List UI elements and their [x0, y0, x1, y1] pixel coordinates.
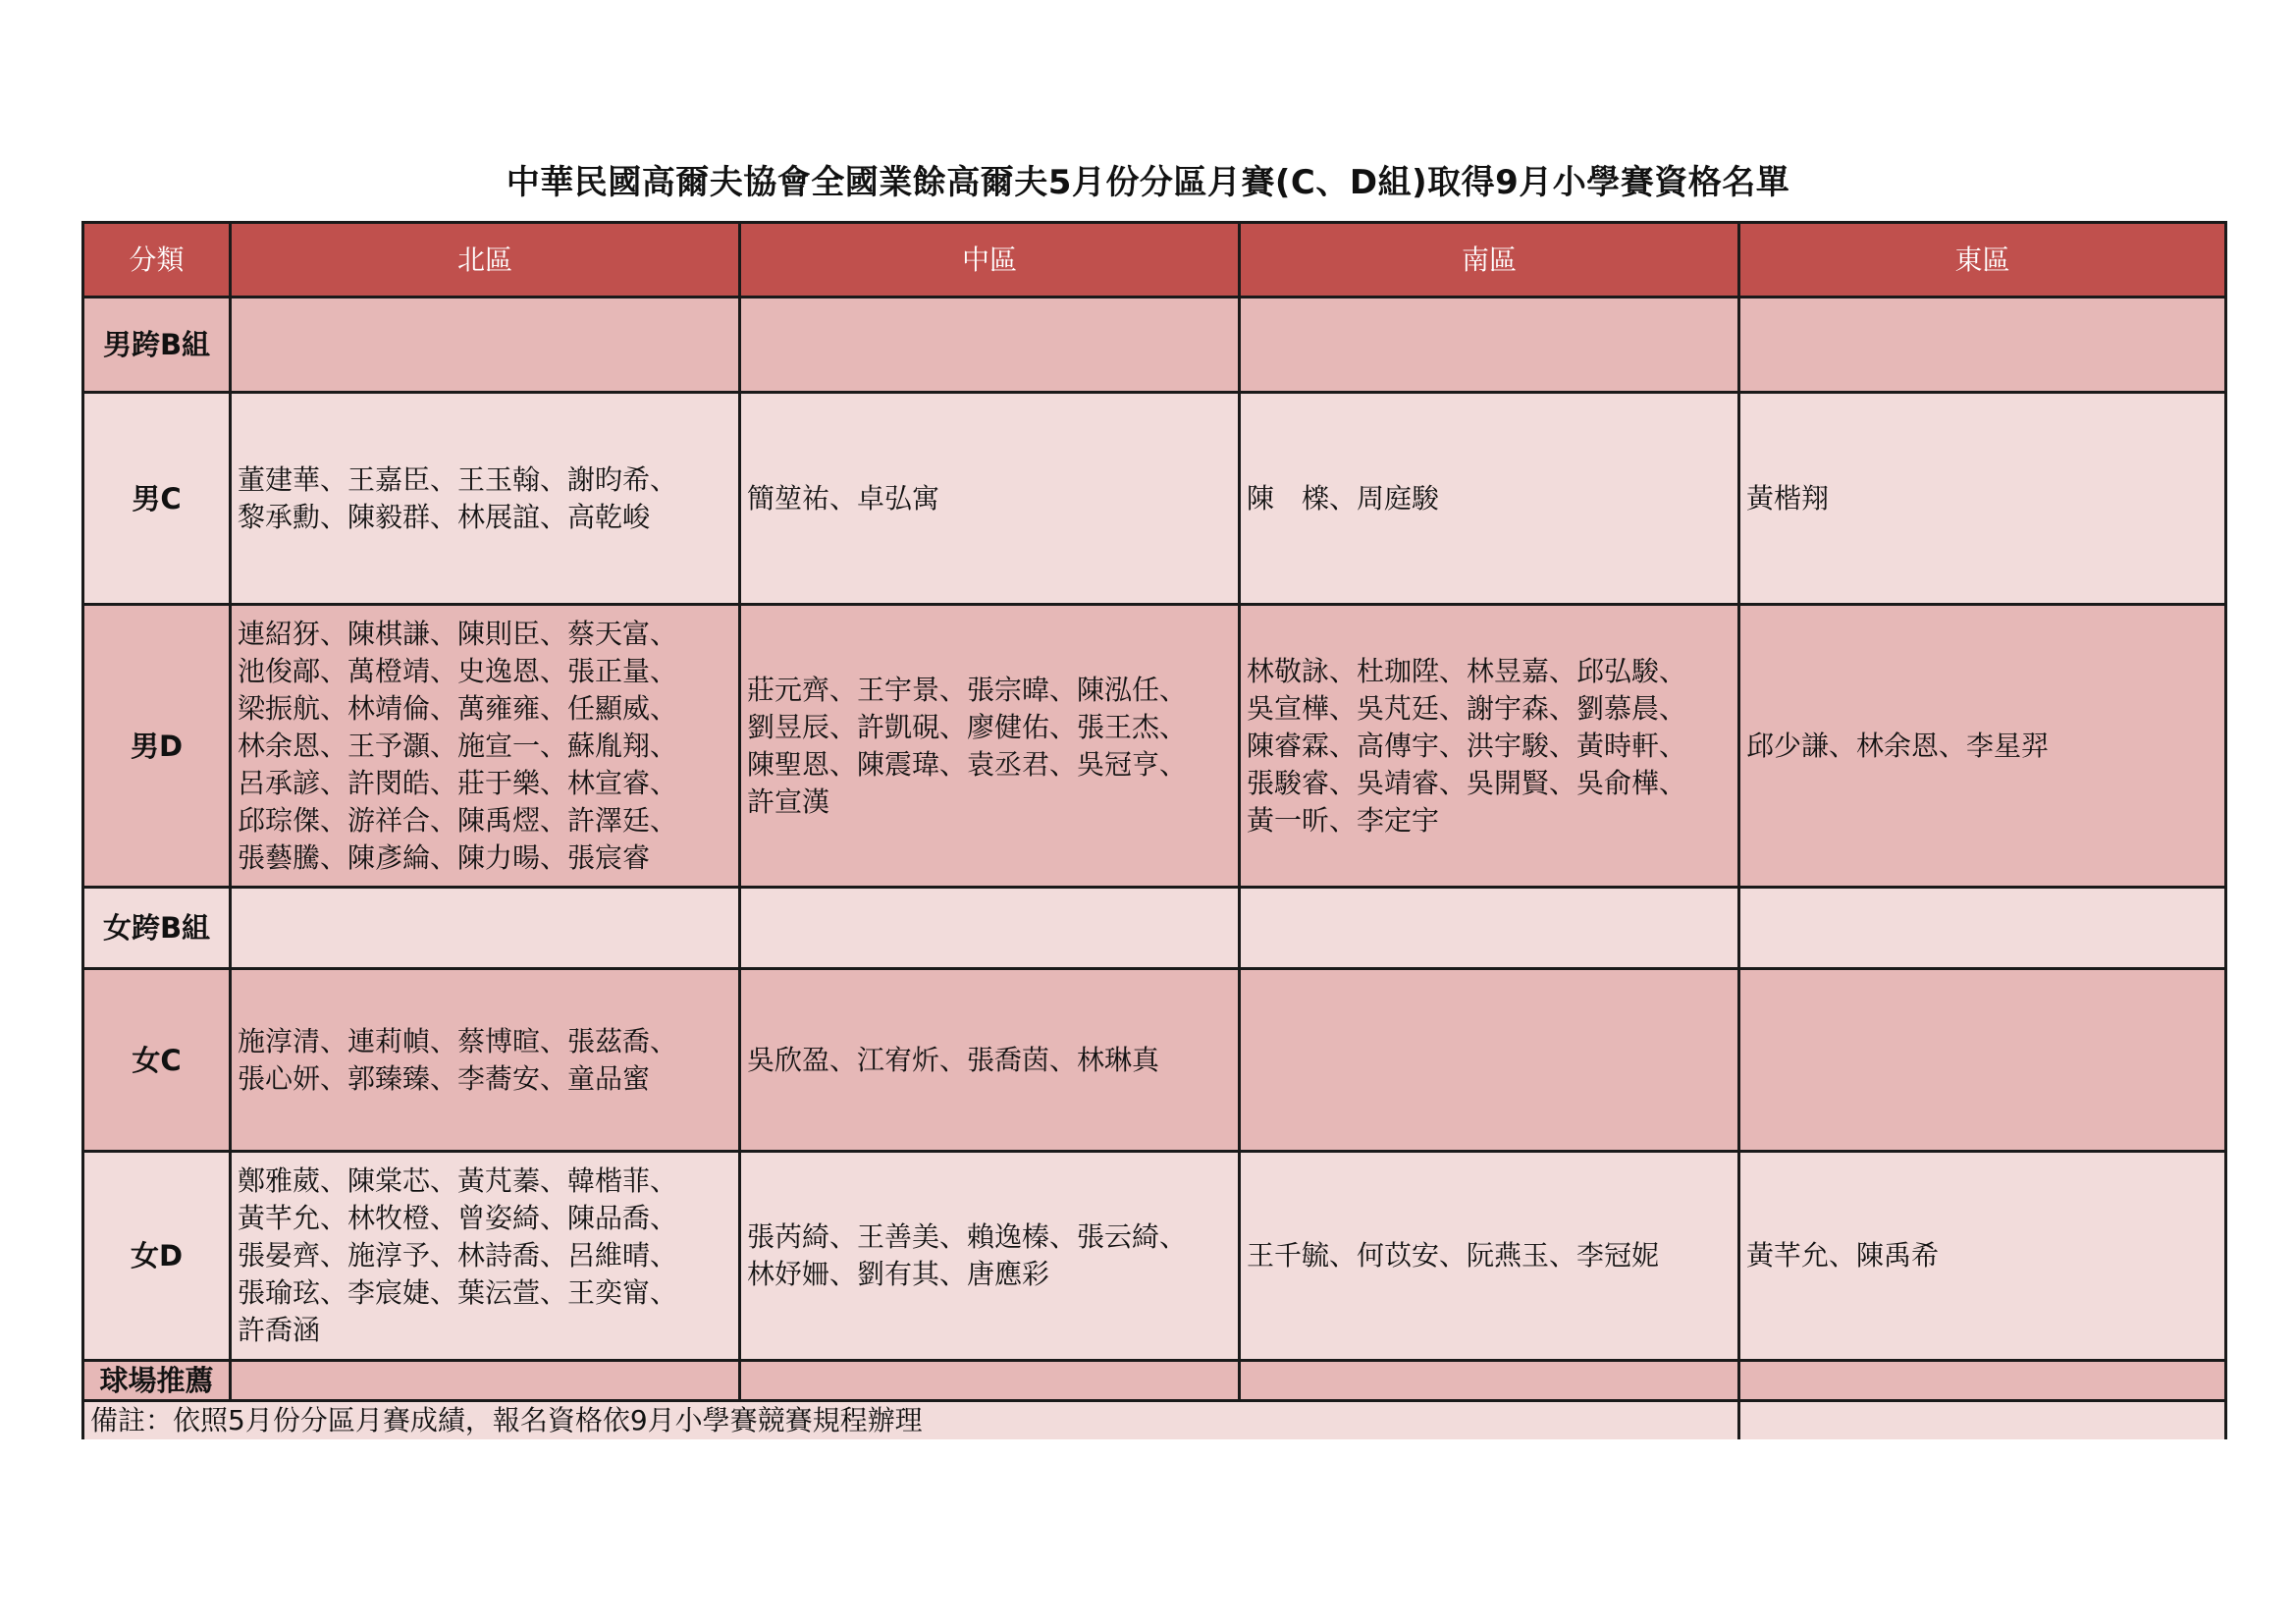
table-row: [83, 298, 2226, 393]
table-row: [83, 1361, 2226, 1401]
category-cell: 球場推薦: [83, 1361, 231, 1401]
south-names: [1240, 298, 1739, 393]
central-names: [740, 298, 1240, 393]
note-blank-south: [1240, 1401, 1739, 1440]
east-names: 黃芊允、陳禹希: [1739, 1152, 2226, 1361]
east-names: 邱少謙、林余恩、李星羿: [1739, 605, 2226, 888]
east-names: 黃楷翔: [1739, 393, 2226, 605]
header-row: [83, 223, 2226, 298]
south-names: 王千毓、何苡安、阮燕玉、李冠妮: [1240, 1152, 1739, 1361]
category-cell: 女C: [83, 969, 231, 1152]
header-central: 中區: [740, 223, 1240, 298]
category-cell: 男跨B組: [83, 298, 231, 393]
page-title: 中華民國高爾夫協會全國業餘高爾夫5月份分區月賽(C、D組)取得9月小學賽資格名單: [506, 163, 1790, 202]
header-category: 分類: [83, 223, 231, 298]
category-cell: 女D: [83, 1152, 231, 1361]
east-names: [1739, 298, 2226, 393]
central-names: 簡堃祐、卓弘寓: [740, 393, 1240, 605]
table-row: [83, 1152, 2226, 1361]
north-names: [231, 298, 740, 393]
east-names: [1739, 888, 2226, 969]
east-names: [1739, 1361, 2226, 1401]
header-east: 東區: [1739, 223, 2226, 298]
note-row: [83, 1401, 2226, 1440]
category-cell: 女跨B組: [83, 888, 231, 969]
south-names: 陳 檪、周庭駿: [1240, 393, 1739, 605]
north-names: 連紹犽、陳棋謙、陳則臣、蔡天富、 池俊鄗、萬橙靖、史逸恩、張正量、 梁振航、林靖倫、萬雍雍、任顯威、 林余恩、王予灝、施宣一、蘇胤翔、 呂承諺、許閔皓、莊于樂、林宣睿、 邱琮傑、游祥合、陳禹熤、許澤廷、 張藝騰、陳彥綸、陳力暘、張宸睿: [231, 605, 740, 888]
north-names: 董建華、王嘉臣、王玉翰、謝昀希、 黎承勳、陳毅群、林展誼、高乾峻: [231, 393, 740, 605]
table-row: [83, 393, 2226, 605]
central-names: 吳欣盈、江宥炘、張喬茵、林琳真: [740, 969, 1240, 1152]
header-north: 北區: [231, 223, 740, 298]
central-names: 張芮綺、王善美、賴逸榛、張云綺、 林妤姍、劉有其、唐應彩: [740, 1152, 1240, 1361]
table-row: [83, 969, 2226, 1152]
category-cell: 男C: [83, 393, 231, 605]
north-names: 鄭雅葳、陳棠芯、黃芃蓁、韓楷菲、 黃芊允、林牧橙、曾姿綺、陳品喬、 張晏齊、施淳予、林詩喬、呂維晴、 張瑜玹、李宸婕、葉沄萱、王奕甯、 許喬涵: [231, 1152, 740, 1361]
table-row: [83, 888, 2226, 969]
note-blank-east: [1739, 1401, 2226, 1440]
south-names: [1240, 969, 1739, 1152]
north-names: 施淳清、連莉幀、蔡博暄、張茲喬、 張心妍、郭臻臻、李蕎安、童品蜜: [231, 969, 740, 1152]
central-names: 莊元齊、王宇景、張宗暐、陳泓任、 劉昱辰、許凱硯、廖健佑、張王杰、 陳聖恩、陳震瑋、袁丞君、吳冠亨、 許宣漢: [740, 605, 1240, 888]
header-south: 南區: [1240, 223, 1739, 298]
table-row: [83, 605, 2226, 888]
central-names: [740, 888, 1240, 969]
qualification-table: [81, 221, 2227, 1439]
south-names: 林敬詠、杜珈陞、林昱嘉、邱弘駿、 吳宣樺、吳芃廷、謝宇森、劉慕晨、 陳睿霖、高傳宇、洪宇駿、黃時軒、 張駿睿、吳靖睿、吳開賢、吳俞樺、 黃一昕、李定宇: [1240, 605, 1739, 888]
south-names: [1240, 888, 1739, 969]
north-names: [231, 1361, 740, 1401]
north-names: [231, 888, 740, 969]
category-cell: 男D: [83, 605, 231, 888]
remarks-note: 備註：依照5月份分區月賽成績，報名資格依9月小學賽競賽規程辦理: [83, 1401, 1240, 1440]
central-names: [740, 1361, 1240, 1401]
east-names: [1739, 969, 2226, 1152]
south-names: [1240, 1361, 1739, 1401]
